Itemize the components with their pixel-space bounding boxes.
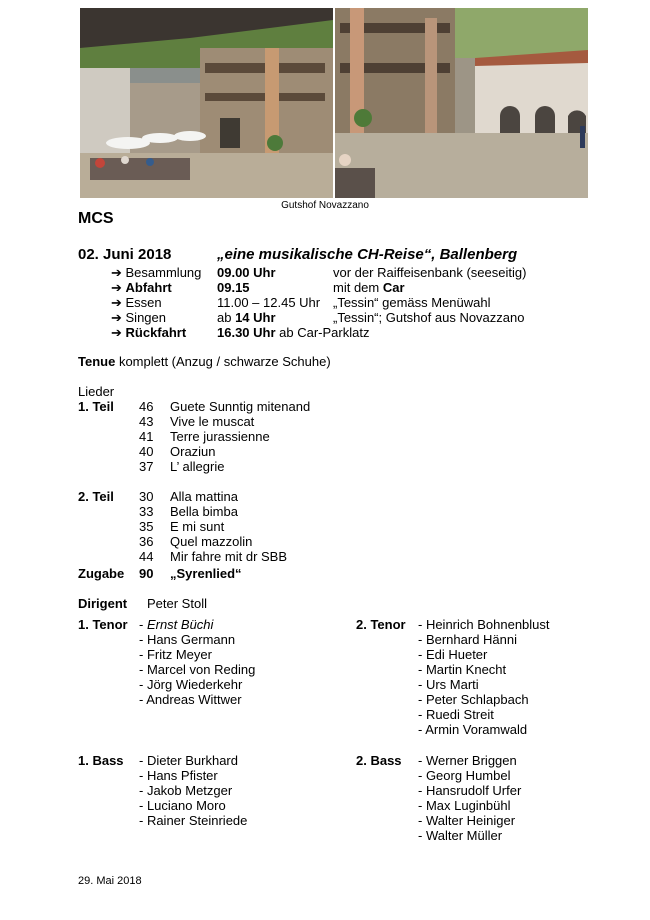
singer-name: - Andreas Wittwer (139, 692, 242, 707)
singer-name: - Ruedi Streit (418, 707, 494, 722)
schedule-row-time (217, 280, 250, 295)
schedule-time-bold: 14 Uhr (235, 310, 276, 325)
singer-name: - Bernhard Hänni (418, 632, 517, 647)
singer-name: - Walter Heiniger (418, 813, 516, 828)
schedule-row-label (111, 280, 172, 295)
song-number: 36 (139, 534, 154, 549)
schedule-time-tail: ab Car-Parklatz (275, 325, 370, 340)
singer-name: - Luciano Moro (139, 798, 226, 813)
part2-label: 2. Teil (78, 489, 114, 504)
encore-number: 90 (139, 566, 154, 581)
schedule-activity: Essen (125, 295, 162, 310)
schedule-row-label (111, 325, 186, 340)
singer-name: - Hansrudolf Urfer (418, 783, 522, 798)
schedule-note-text: vor der Raiffeisenbank (seeseitig) (333, 265, 527, 280)
schedule-time-bold: 09.00 Uhr (217, 265, 276, 280)
singer-name: - Armin Voramwald (418, 722, 528, 737)
singer-name-italic: Ernst Büchi (146, 617, 214, 632)
schedule-time-bold: 09.15 (217, 280, 250, 295)
conductor-name: Peter Stoll (147, 596, 207, 611)
song-number: 41 (139, 429, 154, 444)
schedule-time-text: 11.00 – 12.45 Uhr (217, 295, 321, 310)
song-number: 40 (139, 444, 154, 459)
singer-name: - Urs Marti (418, 677, 479, 692)
singer-name: - Walter Müller (418, 828, 503, 843)
part1-label: 1. Teil (78, 399, 114, 414)
singer-name: - Dieter Burkhard (139, 753, 238, 768)
schedule-note-text: „Tessin“; Gutshof aus Novazzano (333, 310, 525, 325)
singer-name: - Hans Germann (139, 632, 236, 647)
arrow-icon: ➔ (111, 265, 126, 280)
schedule-activity: Abfahrt (125, 280, 172, 295)
singer-name: - Hans Pfister (139, 768, 218, 783)
singer-dash: - (139, 617, 147, 632)
song-number: 46 (139, 399, 154, 414)
arrow-icon: ➔ (111, 325, 126, 340)
singer-name: - Jakob Metzger (139, 783, 233, 798)
singer-name: - Werner Briggen (418, 753, 517, 768)
footer-date: 29. Mai 2018 (78, 875, 142, 887)
song-number: 44 (139, 549, 154, 564)
bass2-label: 2. Bass (356, 753, 402, 768)
schedule-row-note (333, 295, 491, 310)
event-date: 02. Juni 2018 (78, 246, 172, 263)
song-number: 30 (139, 489, 154, 504)
tenue-text: komplett (Anzug / schwarze Schuhe) (115, 354, 331, 369)
photo-caption: Gutshof Novazzano (281, 200, 369, 211)
song-title: Oraziun (170, 444, 216, 459)
singer-name: - Georg Humbel (418, 768, 511, 783)
singer-name: - Max Luginbühl (418, 798, 511, 813)
schedule-row-note (333, 280, 405, 295)
event-title: „eine musikalische CH-Reise“, Ballenberg (217, 246, 518, 263)
song-number: 33 (139, 504, 154, 519)
schedule-time-text: ab (217, 310, 236, 325)
singer-name: - Heinrich Bohnenblust (418, 617, 550, 632)
schedule-row-note (333, 265, 526, 280)
encore-label: Zugabe (78, 566, 125, 581)
schedule-note-text: „Tessin“ gemäss Menüwahl (333, 295, 491, 310)
tenor2-label: 2. Tenor (356, 617, 406, 632)
schedule-row-note (333, 310, 524, 325)
singer-name: - Rainer Steinriede (139, 813, 248, 828)
song-title: Mir fahre mit dr SBB (170, 549, 288, 564)
schedule-row-label (111, 265, 201, 280)
page-heading: MCS (78, 210, 114, 227)
song-title: Quel mazzolin (170, 534, 253, 549)
bass1-label: 1. Bass (78, 753, 124, 768)
schedule-row-time (217, 265, 276, 280)
song-title: E mi sunt (170, 519, 225, 534)
tenue-label: Tenue (78, 354, 116, 369)
schedule-row-label (111, 310, 166, 325)
song-title: Bella bimba (170, 504, 238, 519)
tenue-line (78, 354, 331, 369)
singer-name: - Edi Hueter (418, 647, 488, 662)
singer-name: - Marcel von Reding (139, 662, 256, 677)
singer-name: - Jörg Wiederkehr (139, 677, 243, 692)
song-number: 35 (139, 519, 154, 534)
courtyard-photo-left (80, 8, 333, 198)
schedule-row-label (111, 295, 162, 310)
schedule-activity: Besammlung (125, 265, 202, 280)
singer-name (139, 617, 213, 632)
song-title: Terre jurassienne (170, 429, 270, 444)
arrow-icon: ➔ (111, 280, 126, 295)
schedule-activity: Rückfahrt (125, 325, 187, 340)
schedule-note-bold: Car (382, 280, 405, 295)
song-number: 37 (139, 459, 154, 474)
song-title: Alla mattina (170, 489, 238, 504)
encore-title: „Syrenlied“ (170, 566, 242, 581)
conductor-label: Dirigent (78, 596, 128, 611)
schedule-note-text: mit dem (333, 280, 383, 295)
songs-heading: Lieder (78, 384, 115, 399)
schedule-activity: Singen (125, 310, 166, 325)
singer-name: - Martin Knecht (418, 662, 507, 677)
schedule-row-time (217, 295, 320, 310)
schedule-row-time (217, 325, 369, 340)
song-title: Guete Sunntig mitenand (170, 399, 311, 414)
tenor1-label: 1. Tenor (78, 617, 128, 632)
song-number: 43 (139, 414, 154, 429)
song-title: Vive le muscat (170, 414, 255, 429)
arrow-icon: ➔ (111, 310, 126, 325)
singer-name: - Peter Schlapbach (418, 692, 529, 707)
schedule-time-bold: 16.30 Uhr (217, 325, 276, 340)
singer-name: - Fritz Meyer (139, 647, 212, 662)
song-title: L’ allegrie (170, 459, 225, 474)
arrow-icon: ➔ (111, 295, 126, 310)
schedule-row-time (217, 310, 276, 325)
courtyard-photo-right (335, 8, 588, 198)
